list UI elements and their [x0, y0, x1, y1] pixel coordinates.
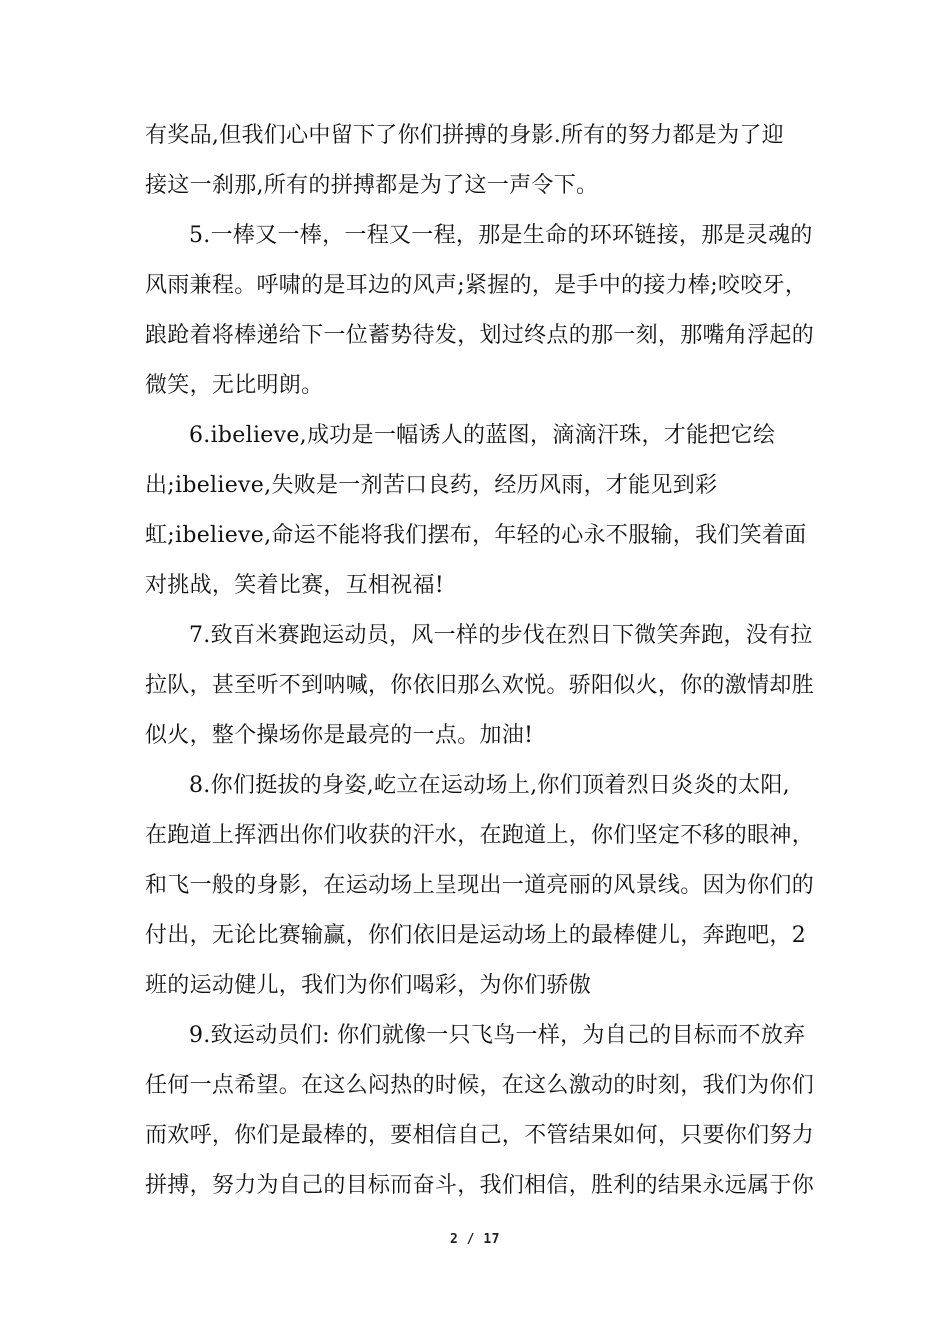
text-line: 而欢呼，你们是最棒的，要相信自己，不管结果如何，只要你们努力 [145, 1123, 815, 1148]
text-line: 在跑道上挥洒出你们收获的汗水，在跑道上，你们坚定不移的眼神， [145, 823, 815, 848]
text-line: 有奖品,但我们心中留下了你们拼搏的身影.所有的努力都是为了迎 [145, 123, 784, 148]
page-number: 2 / 17 [450, 1232, 500, 1247]
text-line: 任何一点希望。在这么闷热的时候，在这么激动的时刻，我们为你们 [145, 1073, 815, 1098]
paragraph-5-start: 5.一棒又一棒，一程又一程，那是生命的环环链接，那是灵魂的 [189, 223, 813, 248]
paragraph-9-start: 9.致运动员们: 你们就像一只飞鸟一样，为自己的目标而不放弃 [189, 1023, 806, 1048]
text-line: 和飞一般的身影，在运动场上呈现出一道亮丽的风景线。因为你们的 [145, 873, 815, 898]
text-line: 对挑战，笑着比赛，互相祝福! [145, 573, 445, 598]
text-line: 似火，整个操场你是最亮的一点。加油! [145, 723, 534, 748]
paragraph-6-start: 6.ibelieve,成功是一幅诱人的蓝图，滴滴汗珠，才能把它绘 [189, 423, 776, 448]
text-line: 拼搏，努力为自己的目标而奋斗，我们相信，胜利的结果永远属于你 [145, 1173, 815, 1198]
text-line: 拉队，甚至听不到呐喊，你依旧那么欢悦。骄阳似火，你的激情却胜 [145, 673, 815, 698]
text-line: 付出，无论比赛输赢，你们依旧是运动场上的最棒健儿，奔跑吧，2 [145, 923, 806, 948]
text-line: 踉跄着将棒递给下一位蓄势待发，划过终点的那一刻，那嘴角浮起的 [145, 323, 815, 348]
text-line: 风雨兼程。呼啸的是耳边的风声;紧握的，是手中的接力棒;咬咬牙， [145, 273, 808, 298]
text-line: 出;ibelieve,失败是一剂苦口良药，经历风雨，才能见到彩 [145, 473, 718, 498]
text-line: 微笑，无比明朗。 [145, 373, 324, 398]
paragraph-7-start: 7.致百米赛跑运动员，风一样的步伐在烈日下微笑奔跑，没有拉 [189, 623, 813, 648]
text-line: 虹;ibelieve,命运不能将我们摆布，年轻的心永不服输，我们笑着面 [145, 523, 807, 548]
paragraph-8-start: 8.你们挺拔的身姿,屹立在运动场上,你们顶着烈日炎炎的太阳, [189, 773, 790, 798]
text-line: 班的运动健儿，我们为你们喝彩，为你们骄傲 [145, 973, 592, 998]
text-line: 接这一刹那,所有的拼搏都是为了这一声令下。 [145, 173, 599, 198]
